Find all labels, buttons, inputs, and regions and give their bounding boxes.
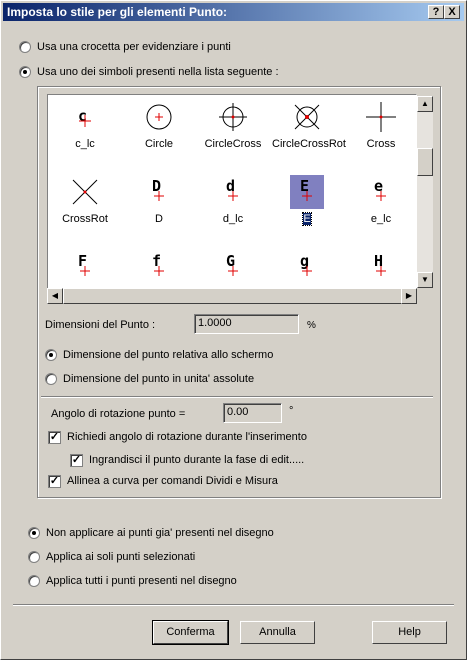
symbol-item[interactable] [346,100,416,150]
symbol-item[interactable] [50,175,120,225]
horizontal-scrollbar[interactable] [47,288,417,304]
help-button[interactable]: Help [372,621,447,644]
cross-mode-radio[interactable] [19,41,31,53]
degree-unit: ° [289,405,294,417]
symbol-list[interactable] [47,94,417,302]
f-icon: F [68,250,102,284]
symbols-mode-radio[interactable] [19,66,31,78]
symbol-label: D [155,213,163,225]
d-lc-icon: d [216,175,250,209]
cross-rot-icon [68,175,102,209]
scroll-left-icon[interactable]: ◀ [47,288,63,304]
vertical-scrollbar[interactable] [417,96,433,288]
symbol-item[interactable] [346,175,416,225]
c-lc-icon: c [68,100,102,134]
symbol-label: c_lc [75,138,95,150]
symbol-item[interactable] [198,175,268,225]
symbol-item[interactable] [124,175,194,225]
apply-all-label: Applica tutti i punti presenti nel disegno [46,575,237,587]
apply-all-radio[interactable] [28,575,40,587]
symbol-item[interactable] [50,100,120,150]
g-icon: G [216,250,250,284]
size-absolute-label: Dimensione del punto in unita' assolute [63,373,255,385]
size-relative-radio[interactable] [45,349,57,361]
help-title-button[interactable]: ? [428,5,444,19]
symbol-label: CircleCrossRot [272,138,346,150]
symbol-label: CircleCross [204,138,262,150]
symbol-item[interactable] [124,100,194,150]
apply-selected-label: Applica ai soli punti selezionati [46,551,196,563]
d-icon: D [142,175,176,209]
apply-selected-radio[interactable] [28,551,40,563]
symbol-label: Circle [144,138,174,150]
scroll-up-icon[interactable]: ▲ [417,96,433,112]
vertical-scroll-thumb[interactable] [417,148,433,176]
enlarge-point-label: Ingrandisci il punto durante la fase di edit..... [89,454,305,466]
point-size-label: Dimensioni del Punto : [45,319,156,331]
ask-rotation-label: Richiedi angolo di rotazione durante l'inserimento [67,431,307,443]
symbol-label: CrossRot [62,213,108,225]
horizontal-scroll-thumb[interactable] [63,288,403,304]
cross-mode-label: Usa una crocetta per evidenziare i punti [37,41,231,53]
symbol-label: e_lc [370,213,392,225]
scroll-right-icon[interactable]: ▶ [401,288,417,304]
circle-cross-rot-icon [290,100,324,134]
symbols-mode-label: Usa uno dei simboli presenti nella lista seguente : [37,66,279,78]
size-absolute-radio[interactable] [45,373,57,385]
symbol-label: E [303,213,311,225]
e-icon: E [290,175,324,209]
align-curve-label: Allinea a curva per comandi Dividi e Misura [67,475,278,487]
circle-cross-icon [216,100,250,134]
title-bar [3,3,464,21]
symbol-item[interactable] [198,100,268,150]
divider [41,396,433,398]
percent-unit: % [307,320,316,331]
e-lc-icon: e [364,175,398,209]
scroll-down-icon[interactable]: ▼ [417,272,433,288]
symbol-label: Cross [366,138,396,150]
align-curve-checkbox[interactable]: ✓ [49,475,60,487]
size-relative-label: Dimensione del punto relativa allo schermo [63,349,274,361]
enlarge-point-checkbox[interactable]: ✓ [71,454,82,466]
bottom-divider [13,604,454,606]
g-lc-icon: g [290,250,324,284]
cancel-button[interactable]: Annulla [240,621,315,644]
symbol-label: d_lc [222,213,244,225]
cross-icon [364,100,398,134]
symbol-item[interactable] [272,100,346,150]
rotation-input[interactable]: 0.00 [223,403,282,423]
confirm-button[interactable]: Conferma [153,621,228,644]
circle-icon [142,100,176,134]
h-icon: H [364,250,398,284]
rotation-label: Angolo di rotazione punto = [51,408,186,420]
symbol-item-selected[interactable] [272,175,342,225]
close-button[interactable]: X [444,5,460,19]
ask-rotation-checkbox[interactable]: ✓ [49,431,60,443]
apply-none-radio[interactable] [28,527,40,539]
f-lc-icon: f [142,250,176,284]
apply-none-label: Non applicare ai punti gia' presenti nel disegno [46,527,274,539]
window-title: Imposta lo stile per gli elementi Punto: [7,5,228,19]
point-size-input[interactable]: 1.0000 [194,314,299,334]
